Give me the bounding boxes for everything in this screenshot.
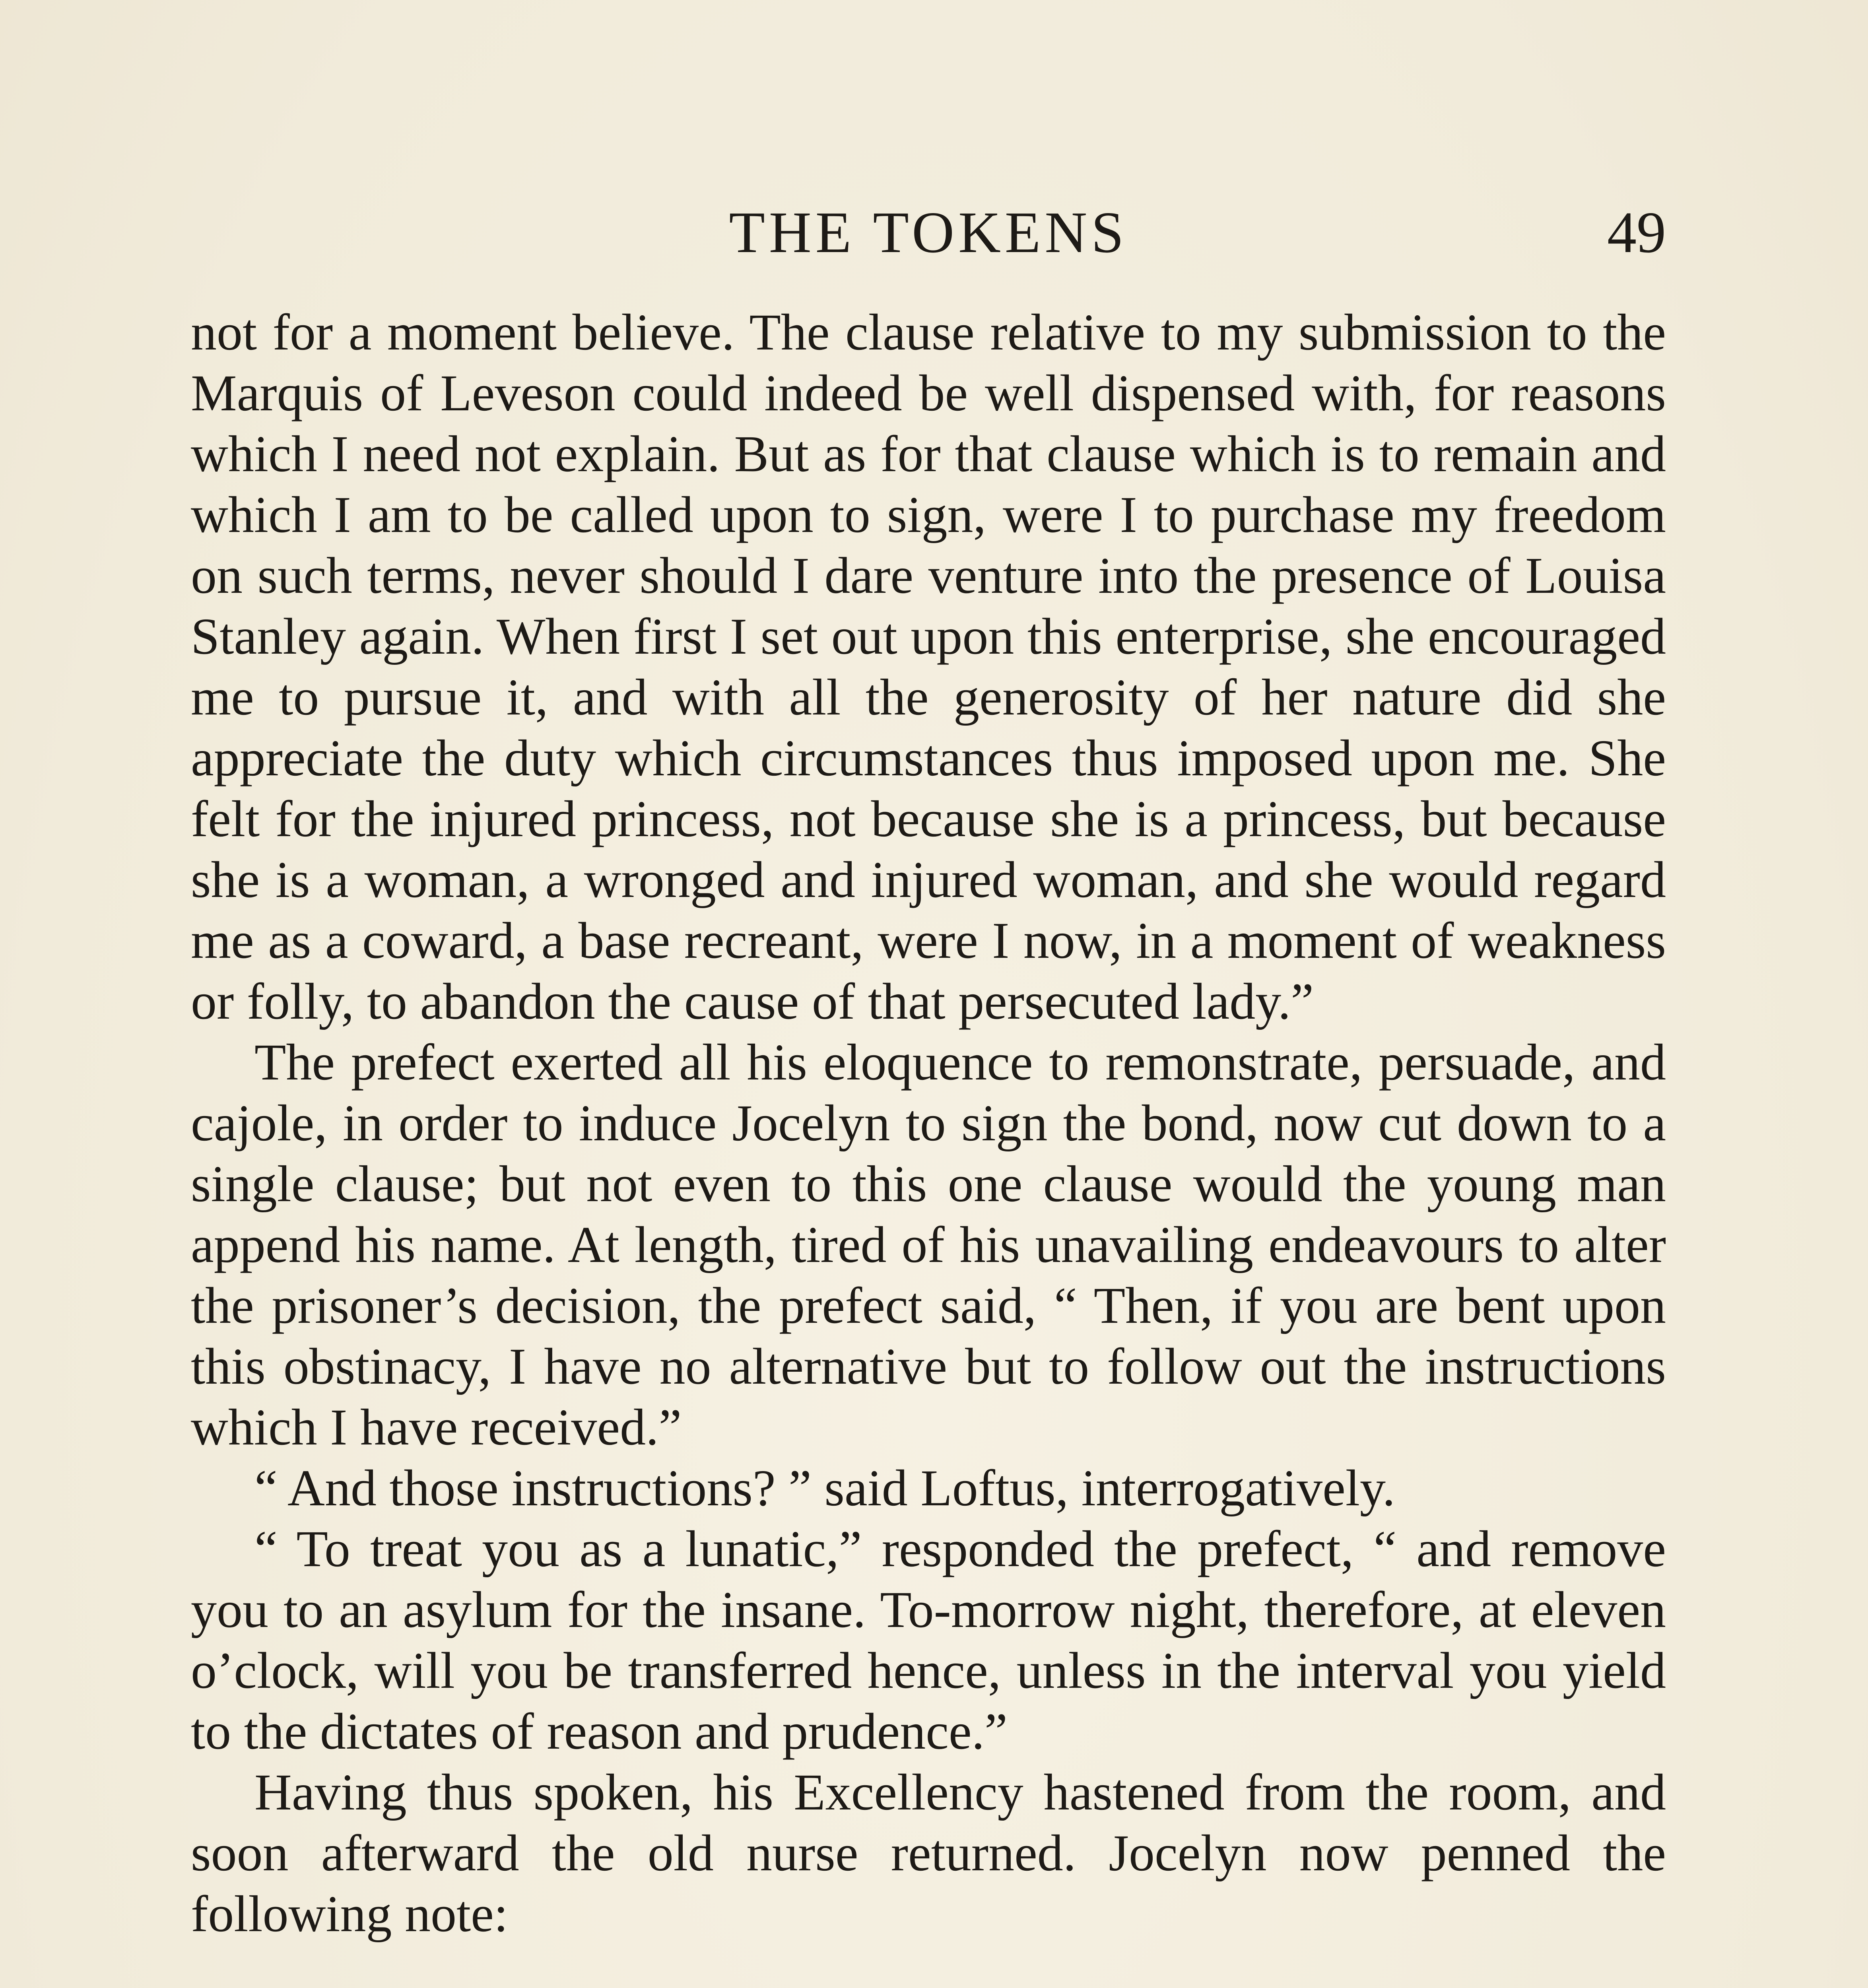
body-text	[191, 302, 1666, 1988]
paragraph: Having thus spoken, his Excellency hastened from the room, and soon afterward the old nurse returned. Jocelyn now penned the following note:	[191, 1764, 1666, 1943]
paragraph: The prefect exerted all his eloquence to remonstrate, persuade, and cajole, in order to induce Jocelyn to sign the bond, now cut down to a single clause; but not even to this one clause would the young man append his name. At length, tired of his unavailing endeavours to alter the prisoner’s decision, the prefect said, “ Then, if you are bent upon this obstinacy, I have no alternative but to follow out the instructions which I have received.”	[191, 1034, 1666, 1456]
paragraph: “ And those instructions? ” said Loftus, interrogatively.	[254, 1460, 1396, 1517]
page-header	[191, 199, 1666, 278]
page-number: 49	[1607, 200, 1666, 265]
running-head: THE TOKENS	[729, 200, 1128, 265]
paragraph-continuation: not for a moment believe. The clause relative to my submission to the Marquis of Leveson could indeed be well dispensed with, for reasons which I need not explain. But as for that clause which is to remain and which I am to be called upon to sign, were I to purchase my freedom on such terms, never should I dare venture into the presence of Louisa Stanley again. When first I set out upon this enterprise, she encouraged me to pursue it, and with all the generosity of her nature did she appreciate the duty which circumstances thus imposed upon me. She felt for the injured princess, not because she is a princess, but because she is a woman, a wronged and injured woman, and she would regard me as a coward, a base recreant, were I now, in a moment of weakness or folly, to abandon the cause of that persecuted lady.”	[191, 304, 1666, 1030]
paragraph: “ To treat you as a lunatic,” responded the prefect, “ and remove you to an asylum for the insane. To-morrow night, therefore, at eleven o’clock, will you be transferred hence, unless in the interval you yield to the dictates of reason and prudence.”	[191, 1520, 1666, 1760]
